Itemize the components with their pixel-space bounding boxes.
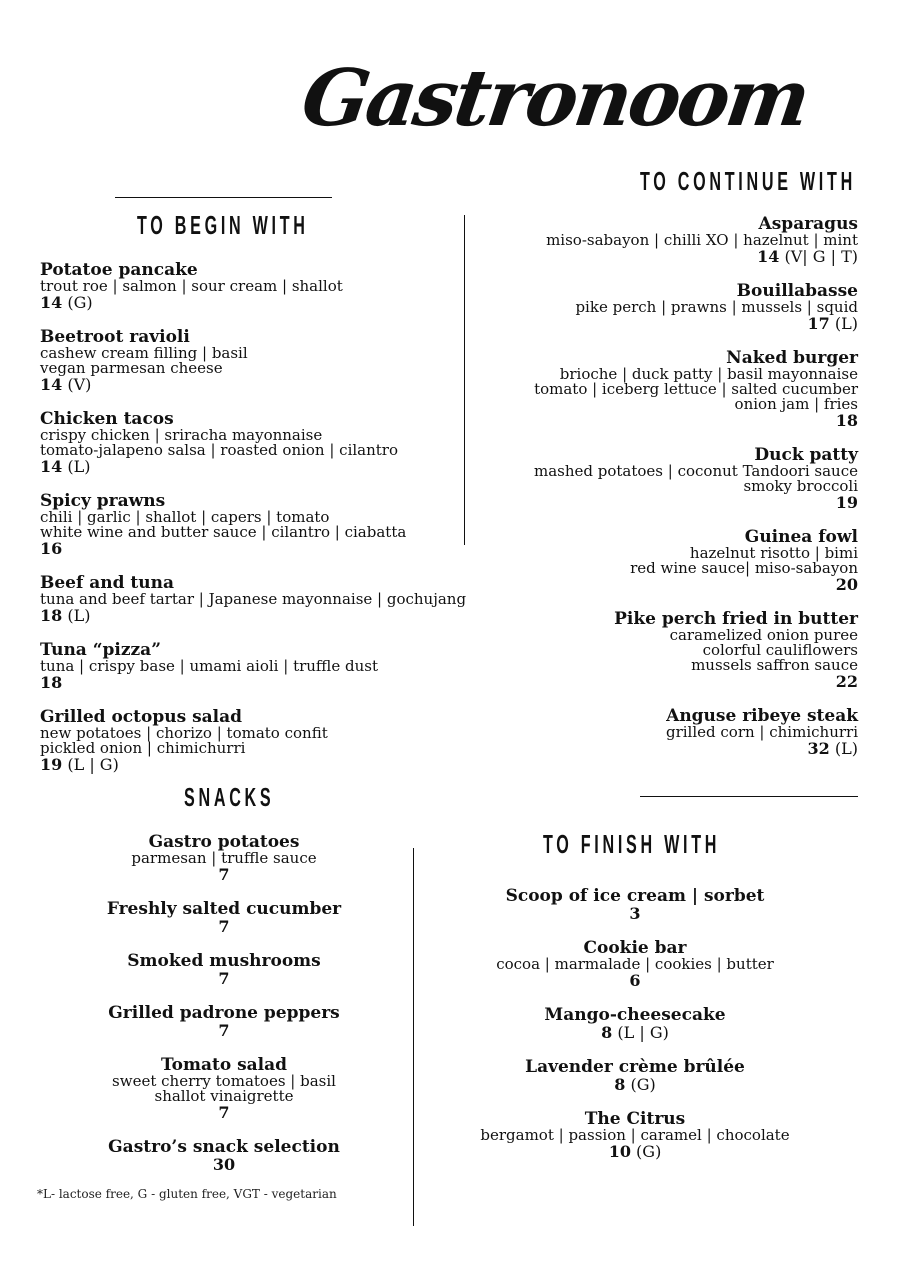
menu-item-price: 18 [40,673,63,692]
gastronoom-logo [292,53,813,180]
menu-item-price-line [40,756,520,773]
menu-item-price: 14 [40,293,63,312]
menu-item-price: 7 [218,969,230,988]
heading-finish: TO FINISH WITH [543,829,721,859]
menu-item-description: sweet cherry tomatoes | basil [112,1072,336,1090]
menu-item-name: Beef and tuna [40,573,174,593]
menu-item-description: white wine and butter sauce | cilantro | ciabatta [40,523,407,541]
menu-item-price: 6 [629,971,641,990]
menu-item [470,708,858,757]
menu-item-price-line [60,970,388,987]
menu-item-price: 14 [757,247,780,266]
menu-item-diet-tags: (G) [67,293,93,312]
menu-item-price-line [40,376,520,393]
menu-item [440,1059,830,1093]
menu-item-price-line [40,674,520,691]
menu-item-diet-tags: (G) [636,1142,662,1161]
menu-item-price-line [440,1076,830,1093]
menu-item [40,709,520,773]
menu-item-price-line [470,673,858,690]
menu-item-price: 7 [218,865,230,884]
menu-item-price-line [60,866,388,883]
menu-item-description: mussels saffron sauce [691,656,858,674]
menu-section-continue [470,216,858,775]
menu-item-name: Gastro potatoes [148,832,300,852]
divider-vertical-bottom [413,848,414,1226]
menu-item-name: The Citrus [584,1109,686,1129]
menu-item-diet-tags: (V| G | T) [784,247,858,266]
menu-item-price-line [440,905,830,922]
menu-item-name: Beetroot ravioli [40,327,190,347]
menu-item-price: 7 [218,1021,230,1040]
menu-item-price: 8 [614,1075,626,1094]
menu-item-diet-tags: (L) [67,457,91,476]
menu-item-price: 19 [835,493,858,512]
menu-item-description: parmesan | truffle sauce [131,849,317,867]
menu-item-diet-tags: (G) [630,1075,656,1094]
menu-item-price-line [470,494,858,511]
menu-item-name: Mango-cheesecake [544,1005,726,1025]
menu-item-description: red wine sauce| miso-sabayon [630,559,858,577]
menu-item [440,940,830,989]
menu-item-description: shallot vinaigrette [154,1087,294,1105]
menu-item-price: 22 [835,672,858,691]
menu-item-description: tuna and beef tartar | Japanese mayonnaise | gochujang [40,590,467,608]
menu-item-price-line [40,540,520,557]
menu-item-name: Anguse ribeye steak [666,706,858,726]
menu-item [40,262,520,311]
menu-item [470,611,858,690]
menu-item-diet-tags: (V) [67,375,92,394]
heading-snacks: SNACKS [184,782,275,812]
menu-item-price: 20 [835,575,858,594]
menu-item-description: tuna | crispy base | umami aioli | truffle dust [40,657,379,675]
menu-item-description: tomato-jalapeno salsa | roasted onion | cilantro [40,441,399,459]
menu-item [60,1139,388,1173]
menu-section-snacks [60,834,388,1191]
logo-text: Gastronoom [296,53,813,144]
menu-item-name: Lavender crème brûlée [525,1057,745,1077]
menu-item [60,1057,388,1121]
menu-item-name: Chicken tacos [40,409,174,429]
menu-item [40,575,520,624]
menu-item [60,1005,388,1039]
menu-item-name: Bouillabasse [736,281,858,301]
menu-item-price-line [470,740,858,757]
menu-item-price-line [60,1156,388,1173]
menu-item-description: vegan parmesan cheese [40,359,223,377]
menu-item-name: Grilled padrone peppers [108,1003,340,1023]
menu-item-price: 14 [40,375,63,394]
menu-item-description: colorful cauliflowers [702,641,858,659]
menu-item-name: Gastro’s snack selection [108,1137,340,1157]
dietary-footnote: *L- lactose free, G - gluten free, VGT - vegetarian [37,1187,337,1201]
menu-item [40,329,520,393]
menu-item-description: mashed potatoes | coconut Tandoori sauce [533,462,858,480]
menu-item-description: onion jam | fries [734,395,858,413]
menu-item-diet-tags: (L | G) [67,755,119,774]
menu-item-price-line [440,1143,830,1160]
menu-item-diet-tags: (L) [67,606,91,625]
menu-item-price-line [40,458,520,475]
menu-item-name: Freshly salted cucumber [106,899,342,919]
menu-item-price-line [440,972,830,989]
menu-section-begin [40,262,520,791]
menu-item [60,953,388,987]
menu-item-diet-tags: (L) [834,314,858,333]
menu-item-description: smoky broccoli [743,477,858,495]
menu-item-name: Guinea fowl [744,527,858,547]
divider-right-bottom [640,796,858,797]
menu-item-price: 30 [212,1155,236,1174]
menu-item-name: Pike perch fried in butter [614,609,858,629]
menu-item-price-line [440,1024,830,1041]
menu-item-price-line [470,315,858,332]
menu-item-price: 19 [40,755,63,774]
menu-item-price-line [470,412,858,429]
menu-item-description: tomato | iceberg lettuce | salted cucumber [534,380,858,398]
menu-item-price: 18 [40,606,63,625]
menu-item-price-line [470,248,858,265]
menu-item-description: hazelnut risotto | bimi [689,544,858,562]
menu-item-price-line [470,576,858,593]
menu-item [440,1007,830,1041]
menu-item-name: Smoked mushrooms [127,951,321,971]
menu-item [470,529,858,593]
menu-item [60,834,388,883]
menu-item [470,283,858,332]
menu-item-price: 7 [218,1103,230,1122]
menu-item-name: Tuna “pizza” [40,640,161,660]
menu-item-description: miso-sabayon | chilli XO | hazelnut | mint [546,231,858,249]
menu-item-price-line [40,607,520,624]
menu-item-name: Scoop of ice cream | sorbet [505,886,765,906]
heading-continue: TO CONTINUE WITH [640,166,856,196]
menu-item-description: bergamot | passion | caramel | chocolate [480,1126,790,1144]
menu-item-description: pike perch | prawns | mussels | squid [575,298,858,316]
menu-item-description: cocoa | marmalade | cookies | butter [496,955,774,973]
menu-item-diet-tags: (L) [834,739,858,758]
menu-item-name: Spicy prawns [40,491,166,511]
menu-item-price: 16 [40,539,63,558]
menu-item-price: 14 [40,457,63,476]
menu-item-description: pickled onion | chimichurri [40,739,246,757]
menu-item-price: 3 [629,904,641,923]
menu-item [470,350,858,429]
divider-top-left [115,197,332,198]
menu-section-finish [440,888,830,1178]
menu-item-description: caramelized onion puree [669,626,858,644]
menu-item-name: Tomato salad [160,1055,288,1075]
menu-item-description: brioche | duck patty | basil mayonnaise [559,365,858,383]
menu-item-name: Duck patty [754,445,858,465]
menu-item-price: 17 [807,314,830,333]
menu-item-price-line [60,1104,388,1121]
menu-item-name: Potatoe pancake [40,260,198,280]
menu-item-price: 10 [608,1142,631,1161]
menu-item-name: Grilled octopus salad [40,707,243,727]
menu-item [440,1111,830,1160]
menu-item-price-line [40,294,520,311]
heading-begin: TO BEGIN WITH [137,210,309,240]
menu-item-description: crispy chicken | sriracha mayonnaise [40,426,323,444]
menu-item-description: trout roe | salmon | sour cream | shallot [40,277,343,295]
menu-item [470,447,858,511]
menu-item-price-line [60,1022,388,1039]
menu-item [40,411,520,475]
menu-item-name: Cookie bar [583,938,687,958]
menu-item-description: cashew cream filling | basil [40,344,248,362]
menu-item-description: chili | garlic | shallot | capers | tomato [40,508,330,526]
menu-item-price: 8 [601,1023,613,1042]
menu-item-diet-tags: (L | G) [617,1023,669,1042]
menu-item-price: 7 [218,917,230,936]
menu-item-name: Naked burger [726,348,858,368]
menu-item-price: 32 [807,739,830,758]
menu-item [470,216,858,265]
menu-item [60,901,388,935]
menu-item-description: new potatoes | chorizo | tomato confit [40,724,328,742]
menu-item-name: Asparagus [758,214,858,234]
menu-item-description: grilled corn | chimichurri [665,723,858,741]
menu-item-price-line [60,918,388,935]
menu-item-price: 18 [835,411,858,430]
menu-item [40,493,520,557]
menu-item [40,642,520,691]
menu-item [440,888,830,922]
